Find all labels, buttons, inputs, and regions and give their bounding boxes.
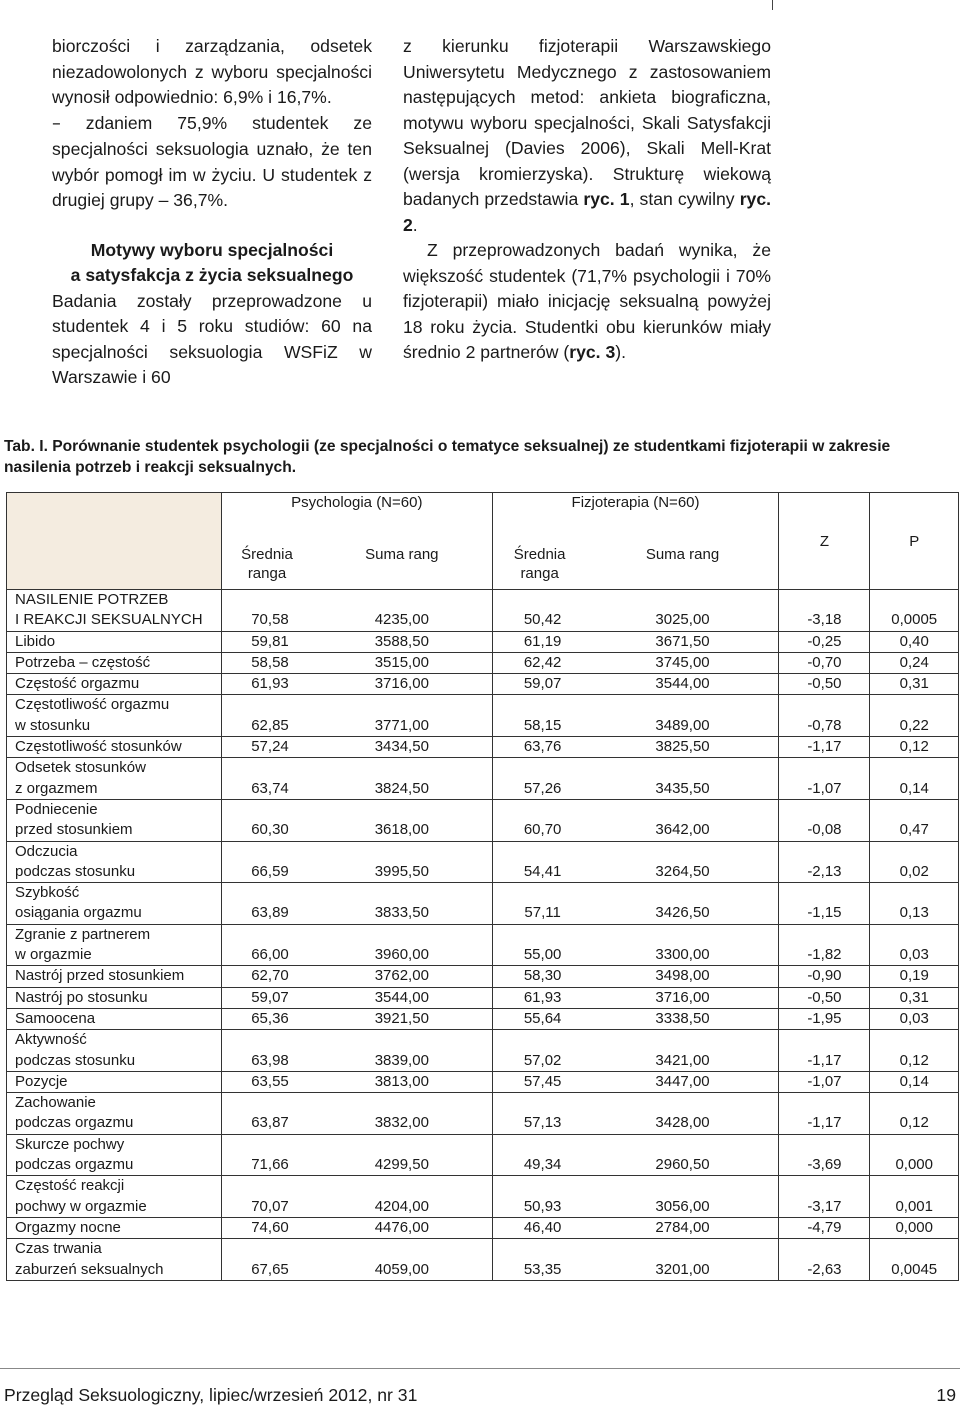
section-heading-line-2: a satysfakcja z życia seksualnego: [70, 265, 354, 285]
cell-psych-mean-rank: 62,70: [222, 966, 313, 987]
row-label-line: Podniecenie: [15, 800, 98, 818]
header-group-psychology: Psychologia (N=60): [222, 493, 493, 546]
row-label: [7, 883, 222, 925]
cell-psych-mean-rank: 62,85: [222, 695, 313, 737]
row-label-line: pochwy w orgazmie: [15, 1197, 147, 1215]
figure-ref-2[interactable]: ryc. 2: [403, 189, 771, 235]
table-row: [7, 1134, 959, 1176]
cell-p-value: 0,14: [870, 1071, 959, 1092]
row-label: [7, 1217, 222, 1238]
cell-z-value: -3,17: [779, 1176, 870, 1218]
paragraph-2-text: zdaniem 75,9% studentek ze specjalności seksuologia uznało, że ten wybór pomogł im w życiu. U studentek z drugiej grupy – 36,7%.: [52, 112, 372, 210]
table-row: [7, 652, 959, 673]
row-label-line: Nastrój po stosunku: [15, 988, 148, 1006]
row-label-line: I REAKCJI SEKSUALNYCH: [15, 611, 203, 629]
cell-psych-mean-rank: 57,24: [222, 737, 313, 758]
cell-psych-sum-rank: 3832,00: [312, 1093, 492, 1135]
footer-journal: Przegląd Seksuologiczny, lipiec/wrzesień 2012, nr 31: [4, 1385, 418, 1405]
cell-psych-mean-rank: 59,81: [222, 631, 313, 652]
row-label: [7, 987, 222, 1008]
cell-physio-sum-rank: 2960,50: [587, 1134, 779, 1176]
cell-physio-mean-rank: 57,26: [492, 758, 587, 800]
paragraph-5-text-b: ).: [615, 342, 626, 362]
row-label-line: Częstotliwość stosunków: [15, 738, 182, 756]
row-label: [7, 1008, 222, 1029]
row-label-line: podczas stosunku: [15, 862, 136, 880]
cell-psych-sum-rank: 3995,50: [312, 841, 492, 883]
right-text-column: [403, 34, 771, 366]
table-row: [7, 924, 959, 966]
cell-p-value: 0,14: [870, 758, 959, 800]
row-label-line: osiągania orgazmu: [15, 904, 142, 922]
row-label-line: NASILENIE POTRZEB: [15, 591, 169, 608]
cell-psych-mean-rank: 70,58: [222, 590, 313, 632]
row-label-line: Nastrój przed stosunkiem: [15, 967, 185, 985]
cell-physio-mean-rank: 55,64: [492, 1008, 587, 1029]
row-label-line: Libido: [15, 632, 56, 650]
cell-psych-sum-rank: 3588,50: [312, 631, 492, 652]
cell-physio-sum-rank: 3447,00: [587, 1071, 779, 1092]
header-psych-sum-rank: Suma rang: [312, 545, 492, 590]
cell-physio-mean-rank: 54,41: [492, 841, 587, 883]
cell-z-value: -1,07: [779, 758, 870, 800]
row-label: [7, 695, 222, 737]
row-label: [7, 966, 222, 987]
cell-physio-mean-rank: 57,11: [492, 883, 587, 925]
cell-p-value: 0,12: [870, 737, 959, 758]
paragraph-4-text-a: z kierunku fizjoterapii Warszawskiego Uniwersytetu Medycznego z zastosowaniem następujących metod: ankieta biograficzna, motywu wyboru specjalności, Skali Satysfakcji Seksualnej (Davies 2006), Skali Mell-Krat (wersja kromierzyska). Strukturę wiekową badanych przedstawia: [403, 36, 771, 209]
row-label-line: w stosunku: [15, 716, 91, 734]
row-label: [7, 652, 222, 673]
paragraph-1: biorczości i zarządzania, odsetek niezadowolonych z wyboru specjalności wynosił odpowiednio: 6,9% i 16,7%.: [52, 36, 372, 107]
row-label-line: Pozycje: [15, 1072, 68, 1090]
paragraph-5-text-a: Z przeprowadzonych badań wynika, że większość studentek (71,7% psychologii i 70% fizjoterapii) miało inicjację seksualną powyżej 18 roku życia. Studentki obu kierunków miały średnio 2 partnerów (: [403, 240, 771, 362]
table-row: [7, 737, 959, 758]
cell-psych-sum-rank: 4059,00: [312, 1239, 492, 1281]
row-label-line: Samoocena: [15, 1009, 96, 1027]
cell-z-value: -0,90: [779, 966, 870, 987]
cell-psych-sum-rank: 3960,00: [312, 924, 492, 966]
footer-rule: [0, 1368, 960, 1369]
table-row: [7, 1008, 959, 1029]
cell-z-value: -3,69: [779, 1134, 870, 1176]
cell-physio-sum-rank: 2784,00: [587, 1217, 779, 1238]
cell-z-value: -1,82: [779, 924, 870, 966]
row-label: [7, 631, 222, 652]
cell-z-value: -4,79: [779, 1217, 870, 1238]
cell-z-value: -2,13: [779, 841, 870, 883]
cell-physio-mean-rank: 58,30: [492, 966, 587, 987]
cell-p-value: 0,03: [870, 1008, 959, 1029]
table-row: [7, 1071, 959, 1092]
table-row: [7, 883, 959, 925]
cell-physio-mean-rank: 53,35: [492, 1239, 587, 1281]
cell-z-value: -1,95: [779, 1008, 870, 1029]
table-row: [7, 590, 959, 632]
cell-z-value: -0,50: [779, 987, 870, 1008]
row-label-line: Odczucia: [15, 842, 78, 860]
cell-physio-mean-rank: 61,19: [492, 631, 587, 652]
table-row: [7, 841, 959, 883]
cell-physio-sum-rank: 3025,00: [587, 590, 779, 632]
paragraph-2: [52, 111, 372, 214]
cell-z-value: -2,63: [779, 1239, 870, 1281]
table-row: [7, 1176, 959, 1218]
cell-physio-sum-rank: 3300,00: [587, 924, 779, 966]
cell-psych-mean-rank: 71,66: [222, 1134, 313, 1176]
cell-physio-mean-rank: 59,07: [492, 674, 587, 695]
paragraph-4-text-c: .: [412, 214, 418, 235]
cell-p-value: 0,0005: [870, 590, 959, 632]
table-row: [7, 966, 959, 987]
cell-psych-mean-rank: 63,55: [222, 1071, 313, 1092]
row-label: [7, 1071, 222, 1092]
row-label: [7, 674, 222, 695]
cell-z-value: -0,78: [779, 695, 870, 737]
row-label-line: zaburzeń seksualnych: [15, 1260, 164, 1278]
cell-psych-mean-rank: 63,74: [222, 758, 313, 800]
cell-psych-sum-rank: 3833,50: [312, 883, 492, 925]
cell-p-value: 0,0045: [870, 1239, 959, 1281]
paragraph-3: Badania zostały przeprowadzone u studentek 4 i 5 roku studiów: 60 na specjalności seksuologia WSFiZ w Warszawie i 60: [52, 290, 372, 387]
cell-psych-sum-rank: 3515,00: [312, 652, 492, 673]
row-label-line: podczas orgazmu: [15, 1156, 134, 1174]
list-dash: –: [52, 113, 61, 134]
footer-page-number: 19: [936, 1385, 956, 1405]
cell-psych-sum-rank: 3618,00: [312, 799, 492, 841]
paragraph-5: [403, 238, 771, 366]
figure-ref-1[interactable]: ryc. 1: [583, 189, 630, 209]
cell-physio-sum-rank: 3642,00: [587, 799, 779, 841]
row-label: [7, 1093, 222, 1135]
row-label-line: przed stosunkiem: [15, 821, 133, 839]
cell-psych-mean-rank: 66,59: [222, 841, 313, 883]
cell-psych-sum-rank: 3839,00: [312, 1030, 492, 1072]
cell-p-value: 0,000: [870, 1217, 959, 1238]
cell-psych-sum-rank: 4476,00: [312, 1217, 492, 1238]
row-label-line: podczas orgazmu: [15, 1114, 134, 1132]
cell-z-value: -1,17: [779, 1030, 870, 1072]
section-heading: [52, 238, 372, 289]
cell-physio-mean-rank: 62,42: [492, 652, 587, 673]
row-label-line: Czas trwania: [15, 1240, 102, 1258]
cell-p-value: 0,03: [870, 924, 959, 966]
table-row: [7, 1239, 959, 1281]
cell-psych-mean-rank: 63,89: [222, 883, 313, 925]
cell-z-value: -1,17: [779, 1093, 870, 1135]
cell-psych-mean-rank: 66,00: [222, 924, 313, 966]
table-row: [7, 1030, 959, 1072]
cell-physio-sum-rank: 3716,00: [587, 987, 779, 1008]
cell-physio-sum-rank: 3498,00: [587, 966, 779, 987]
cell-physio-sum-rank: 3201,00: [587, 1239, 779, 1281]
figure-ref-3[interactable]: ryc. 3: [569, 342, 616, 362]
row-label: [7, 758, 222, 800]
row-label: [7, 1134, 222, 1176]
cell-physio-mean-rank: 57,13: [492, 1093, 587, 1135]
cell-physio-mean-rank: 50,93: [492, 1176, 587, 1218]
cell-psych-mean-rank: 65,36: [222, 1008, 313, 1029]
cell-psych-sum-rank: 3544,00: [312, 987, 492, 1008]
table-row: [7, 799, 959, 841]
header-physio-mean-rank: Średnia ranga: [492, 545, 587, 590]
cell-psych-mean-rank: 70,07: [222, 1176, 313, 1218]
top-margin-rule: [772, 0, 773, 10]
cell-z-value: -1,17: [779, 737, 870, 758]
cell-physio-sum-rank: 3338,50: [587, 1008, 779, 1029]
cell-physio-mean-rank: 57,02: [492, 1030, 587, 1072]
header-group-physio: Fizjoterapia (N=60): [492, 493, 779, 546]
cell-physio-mean-rank: 49,34: [492, 1134, 587, 1176]
cell-z-value: -1,07: [779, 1071, 870, 1092]
cell-psych-mean-rank: 63,98: [222, 1030, 313, 1072]
cell-physio-mean-rank: 60,70: [492, 799, 587, 841]
row-label: [7, 1176, 222, 1218]
paragraph-4: [403, 34, 771, 238]
cell-physio-sum-rank: 3745,00: [587, 652, 779, 673]
row-label-line: Aktywność: [15, 1031, 87, 1049]
row-label-line: Skurcze pochwy: [15, 1135, 125, 1153]
cell-psych-sum-rank: 4299,50: [312, 1134, 492, 1176]
cell-physio-mean-rank: 55,00: [492, 924, 587, 966]
cell-physio-mean-rank: 50,42: [492, 590, 587, 632]
cell-physio-sum-rank: 3671,50: [587, 631, 779, 652]
cell-z-value: -3,18: [779, 590, 870, 632]
cell-psych-mean-rank: 67,65: [222, 1239, 313, 1281]
cell-p-value: 0,12: [870, 1030, 959, 1072]
cell-physio-mean-rank: 61,93: [492, 987, 587, 1008]
row-label-line: Orgazmy nocne: [15, 1218, 121, 1236]
cell-z-value: -0,50: [779, 674, 870, 695]
cell-p-value: 0,001: [870, 1176, 959, 1218]
row-label-line: Zachowanie: [15, 1094, 96, 1112]
cell-psych-mean-rank: 63,87: [222, 1093, 313, 1135]
cell-physio-sum-rank: 3489,00: [587, 695, 779, 737]
cell-physio-sum-rank: 3428,00: [587, 1093, 779, 1135]
row-label-line: w orgazmie: [15, 946, 92, 964]
table-row: [7, 674, 959, 695]
cell-physio-sum-rank: 3264,50: [587, 841, 779, 883]
row-label: [7, 590, 222, 632]
header-z: Z: [779, 493, 870, 590]
header-p: P: [870, 493, 959, 590]
paragraph-4-text-b: , stan cywilny: [629, 189, 740, 209]
header-empty-cell: [7, 493, 222, 590]
cell-p-value: 0,47: [870, 799, 959, 841]
cell-physio-sum-rank: 3421,00: [587, 1030, 779, 1072]
cell-psych-mean-rank: 58,58: [222, 652, 313, 673]
cell-psych-sum-rank: 3813,00: [312, 1071, 492, 1092]
cell-psych-mean-rank: 60,30: [222, 799, 313, 841]
table-caption: Tab. I. Porównanie studentek psychologii (ze specjalności o tematyce seksualnej) ze studentkami fizjoterapii w zakresie nasilenia potrzeb i reakcji seksualnych.: [4, 438, 891, 476]
table-row: [7, 695, 959, 737]
cell-physio-sum-rank: 3435,50: [587, 758, 779, 800]
cell-p-value: 0,12: [870, 1093, 959, 1135]
table-row: [7, 758, 959, 800]
left-text-column: [52, 34, 372, 391]
row-label-line: Częstotliwość orgazmu: [15, 696, 170, 714]
cell-p-value: 0,24: [870, 652, 959, 673]
comparison-table: [6, 492, 959, 1281]
table-body: [7, 590, 959, 1281]
table-row: [7, 1093, 959, 1135]
cell-physio-mean-rank: 46,40: [492, 1217, 587, 1238]
row-label-line: Potrzeba – częstość: [15, 653, 151, 671]
cell-psych-sum-rank: 3824,50: [312, 758, 492, 800]
row-label-line: Szybkość: [15, 884, 80, 902]
header-psych-mean-rank: Średnia ranga: [222, 545, 313, 590]
row-label-line: podczas stosunku: [15, 1051, 136, 1069]
cell-psych-sum-rank: 3762,00: [312, 966, 492, 987]
cell-physio-mean-rank: 57,45: [492, 1071, 587, 1092]
cell-p-value: 0,40: [870, 631, 959, 652]
cell-psych-sum-rank: 3921,50: [312, 1008, 492, 1029]
row-label-line: Częstość orgazmu: [15, 675, 140, 693]
row-label-line: Odsetek stosunków: [15, 759, 146, 777]
cell-physio-sum-rank: 3825,50: [587, 737, 779, 758]
cell-psych-sum-rank: 4204,00: [312, 1176, 492, 1218]
row-label: [7, 841, 222, 883]
row-label-line: z orgazmem: [15, 779, 98, 797]
table-row: [7, 1217, 959, 1238]
row-label-line: Zgranie z partnerem: [15, 925, 151, 943]
cell-psych-mean-rank: 74,60: [222, 1217, 313, 1238]
cell-psych-sum-rank: 3771,00: [312, 695, 492, 737]
cell-p-value: 0,31: [870, 674, 959, 695]
cell-p-value: 0,13: [870, 883, 959, 925]
cell-psych-sum-rank: 4235,00: [312, 590, 492, 632]
cell-psych-sum-rank: 3434,50: [312, 737, 492, 758]
cell-p-value: 0,31: [870, 987, 959, 1008]
cell-physio-sum-rank: 3426,50: [587, 883, 779, 925]
row-label: [7, 1030, 222, 1072]
table-row: [7, 987, 959, 1008]
cell-p-value: 0,19: [870, 966, 959, 987]
cell-physio-mean-rank: 58,15: [492, 695, 587, 737]
cell-z-value: -0,70: [779, 652, 870, 673]
cell-psych-mean-rank: 59,07: [222, 987, 313, 1008]
cell-physio-sum-rank: 3544,00: [587, 674, 779, 695]
row-label: [7, 924, 222, 966]
cell-z-value: -0,08: [779, 799, 870, 841]
row-label: [7, 737, 222, 758]
cell-z-value: -0,25: [779, 631, 870, 652]
table-row: [7, 631, 959, 652]
row-label: [7, 1239, 222, 1281]
cell-p-value: 0,000: [870, 1134, 959, 1176]
cell-z-value: -1,15: [779, 883, 870, 925]
row-label: [7, 799, 222, 841]
section-heading-line-1: Motywy wyboru specjalności: [90, 239, 334, 260]
cell-psych-mean-rank: 61,93: [222, 674, 313, 695]
cell-p-value: 0,02: [870, 841, 959, 883]
cell-physio-sum-rank: 3056,00: [587, 1176, 779, 1218]
cell-p-value: 0,22: [870, 695, 959, 737]
cell-psych-sum-rank: 3716,00: [312, 674, 492, 695]
row-label-line: Częstość reakcji: [15, 1177, 125, 1195]
cell-physio-mean-rank: 63,76: [492, 737, 587, 758]
header-physio-sum-rank: Suma rang: [587, 545, 779, 590]
